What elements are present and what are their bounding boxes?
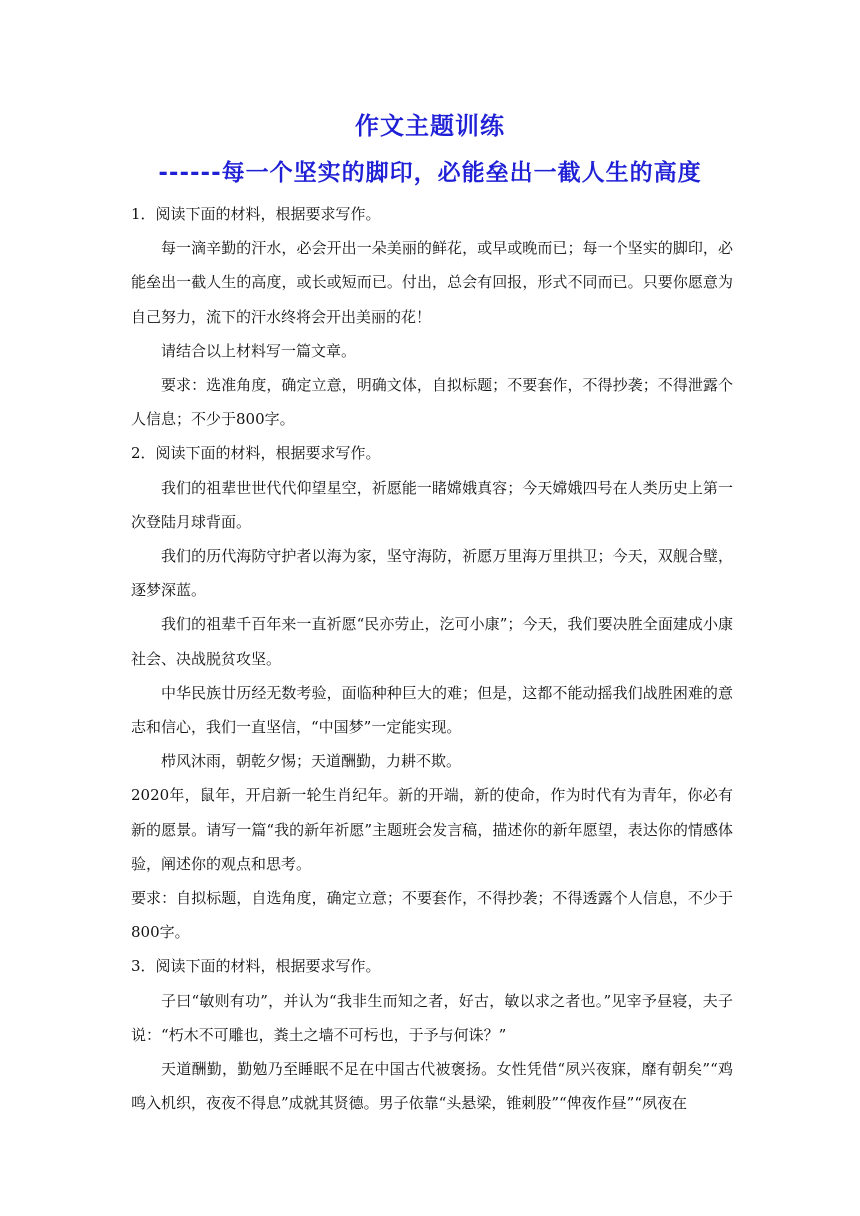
question-2-paragraph-4: 中华民族廿历经无数考验，面临种种巨大的难；但是，这都不能动摇我们战胜困难的意志和信心，我们一直坚信，“中国梦”一定能实现。 bbox=[131, 683, 733, 737]
question-2-heading: 2．阅读下面的材料，根据要求写作。 bbox=[131, 444, 381, 463]
page-subtitle: ------每一个坚实的脚印，必能垒出一截人生的高度 bbox=[158, 160, 702, 186]
question-1-material: 每一滴辛勤的汗水，必会开出一朵美丽的鲜花，或早或晚而已；每一个坚实的脚印，必能垒出一截人生的高度，或长或短而已。付出，总会有回报，形式不同而已。只要你愿意为自己努力，流下的汗水终将会开出美丽的花！ bbox=[131, 239, 733, 326]
question-3-heading: 3．阅读下面的材料，根据要求写作。 bbox=[131, 957, 381, 976]
question-1-instruction: 请结合以上材料写一篇文章。 bbox=[161, 341, 357, 360]
question-2-paragraph-2: 我们的历代海防守护者以海为家，坚守海防，祈愿万里海万里拱卫；今天，双舰合璧，逐梦深蓝。 bbox=[131, 547, 733, 600]
question-1-heading: 1．阅读下面的材料，根据要求写作。 bbox=[131, 205, 381, 223]
page-title: 作文主题训练 bbox=[355, 112, 505, 140]
question-1-requirements: 要求：选准角度，确定立意，明确文体，自拟标题；不要套作，不得抄袭；不得泄露个人信息；不少于800字。 bbox=[131, 376, 733, 429]
question-3-paragraph-2: 天道酬勤，勤勉乃至睡眠不足在中国古代被褒扬。女性凭借“夙兴夜寐，靡有朝矣”“鸡鸣入机织，夜夜不得息”成就其贤德。男子依靠“头悬梁，锥刺股”“俾夜作昼”“夙夜在 bbox=[131, 1060, 733, 1113]
question-2-prompt: 2020年，鼠年，开启新一轮生肖纪年。新的开端，新的使命，作为时代有为青年，你必有新的愿景。请写一篇“我的新年祈愿”主题班会发言稿，描述你的新年愿望，表达你的情感体验，阐述你的观点和思考。 bbox=[131, 786, 733, 873]
question-2-paragraph-5: 栉风沐雨，朝乾夕惕；天道酬勤，力耕不欺。 bbox=[161, 752, 462, 771]
document-body bbox=[131, 197, 733, 1120]
question-3-paragraph-1: 子曰“敏则有功”，并认为“我非生而知之者，好古，敏以求之者也。”见宰予昼寝，夫子说：“朽木不可雕也，粪土之墙不可杇也，于予与何诛？” bbox=[131, 991, 733, 1044]
question-2-paragraph-1: 我们的祖辈世世代代仰望星空，祈愿能一睹嫦娥真容；今天嫦娥四号在人类历史上第一次登陆月球背面。 bbox=[131, 478, 733, 531]
question-2-requirements: 要求：自拟标题，自选角度，确定立意；不要套作，不得抄袭；不得透露个人信息，不少于800字。 bbox=[131, 889, 733, 942]
question-2-paragraph-3: 我们的祖辈千百年来一直祈愿“民亦劳止，汔可小康”；今天，我们要决胜全面建成小康社会、决战脱贫攻坚。 bbox=[131, 615, 733, 668]
